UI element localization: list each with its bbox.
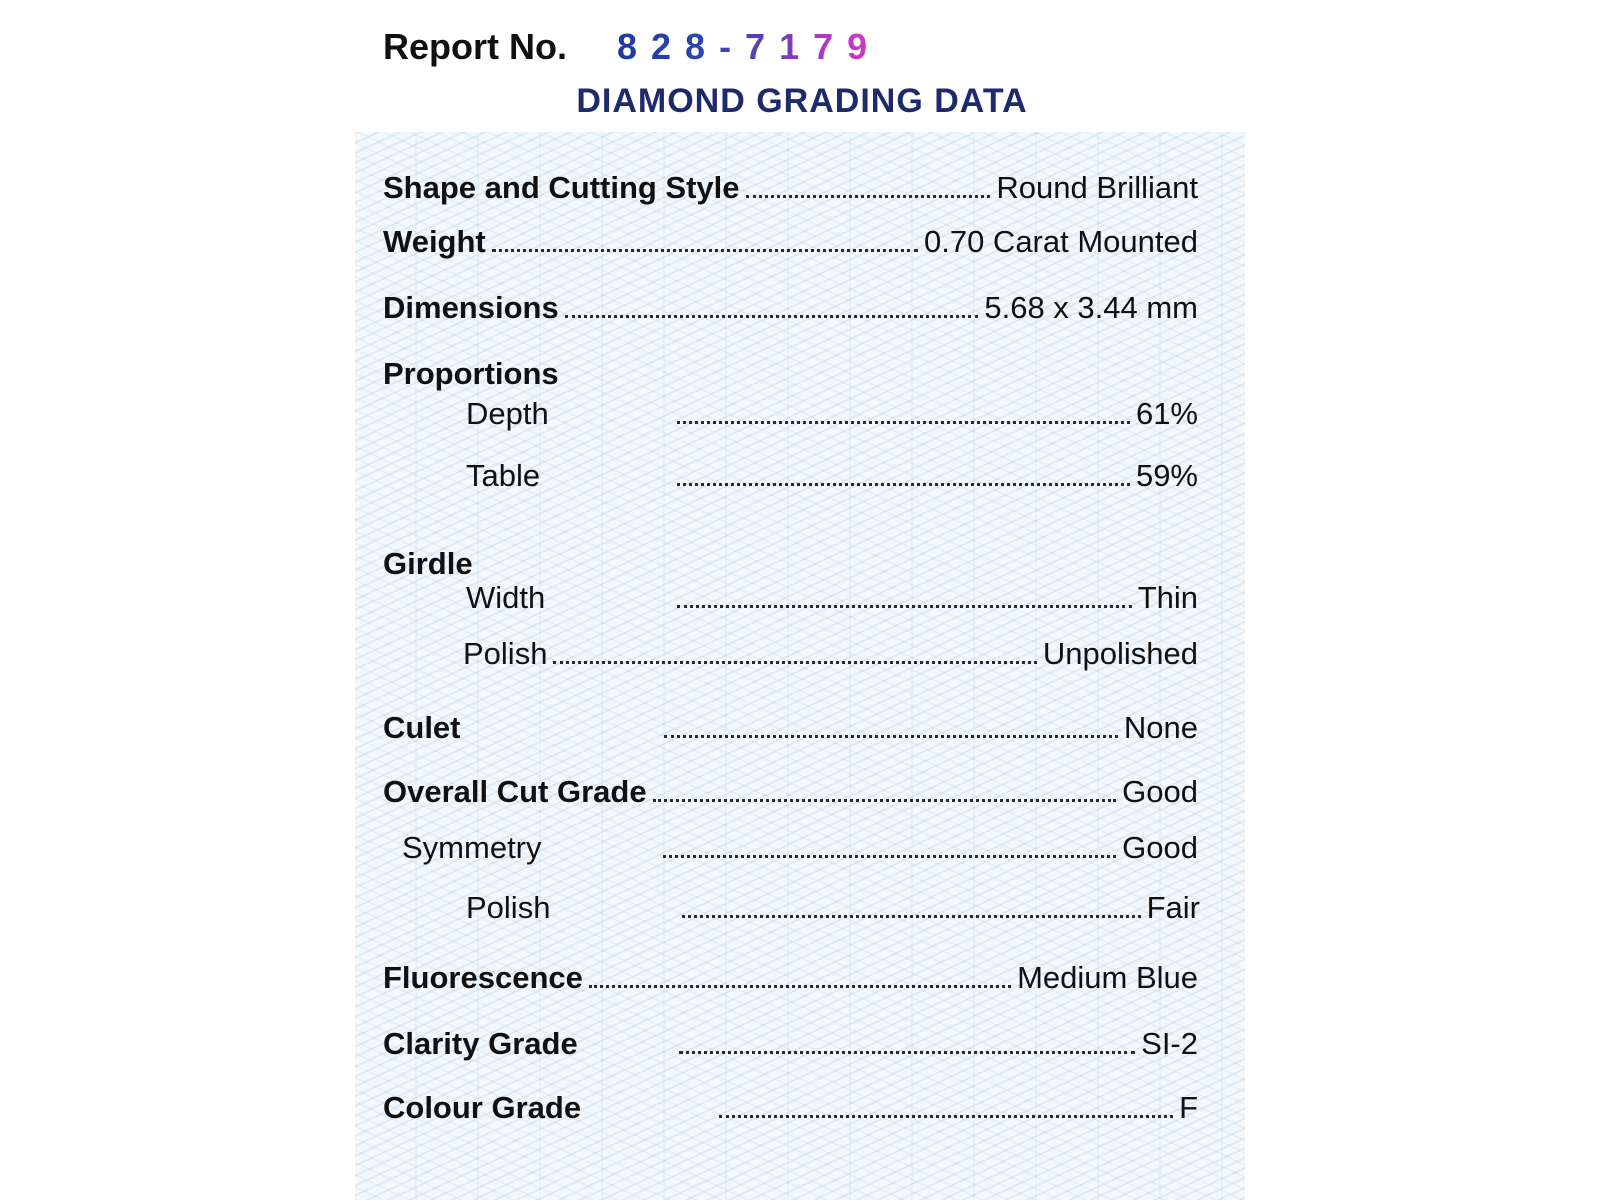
culet-value: None (1123, 710, 1198, 745)
row-depth (466, 388, 1198, 432)
weight-value: 0.70 Carat Mounted (923, 224, 1198, 259)
report-number-label: Report No. (383, 26, 567, 67)
row-culet (383, 702, 1198, 746)
depth-value: 61% (1135, 396, 1198, 431)
row-clarity (383, 1018, 1198, 1062)
overall-cut-value: Good (1122, 774, 1198, 809)
dimensions-label: Dimensions (383, 290, 559, 325)
girdle-polish-label: Polish (463, 636, 548, 671)
leader-dots (664, 735, 1118, 738)
fluorescence-label: Fluorescence (383, 960, 583, 995)
leader-dots (746, 195, 991, 198)
dimensions-value: 5.68 x 3.44 mm (984, 290, 1198, 325)
culet-label: Culet (383, 710, 461, 745)
leader-dots (565, 315, 979, 318)
leader-dots (682, 915, 1141, 918)
row-girdle-polish (463, 628, 1198, 672)
leader-dots (677, 421, 1130, 424)
leader-dots (719, 1115, 1173, 1118)
row-polish (466, 882, 1200, 926)
overall-cut-label: Overall Cut Grade (383, 774, 647, 809)
leader-dots (492, 249, 918, 252)
weight-label: Weight (383, 224, 486, 259)
clarity-label: Clarity Grade (383, 1026, 578, 1061)
row-colour (383, 1082, 1198, 1126)
row-girdle-width (466, 572, 1198, 616)
table-value: 59% (1135, 458, 1198, 493)
leader-dots (553, 661, 1036, 664)
leader-dots (589, 985, 1011, 988)
girdle-heading: Girdle (383, 546, 473, 581)
row-weight (383, 216, 1198, 260)
row-dimensions (383, 282, 1198, 326)
document-title (0, 82, 1600, 121)
report-number-value: 828-7179 (617, 26, 882, 67)
table-label: Table (466, 458, 541, 493)
proportions-heading: Proportions (383, 356, 559, 391)
symmetry-label: Symmetry (402, 830, 542, 865)
depth-label: Depth (466, 396, 549, 431)
row-symmetry (402, 822, 1198, 866)
row-shape (383, 162, 1198, 206)
document-title-text: DIAMOND GRADING DATA (576, 82, 1028, 120)
row-fluorescence (383, 952, 1198, 996)
leader-dots (663, 855, 1116, 858)
clarity-value: SI-2 (1141, 1026, 1198, 1061)
fluorescence-value: Medium Blue (1017, 960, 1198, 995)
leader-dots (677, 483, 1130, 486)
polish-label: Polish (466, 890, 551, 925)
polish-value: Fair (1146, 890, 1200, 925)
girdle-width-value: Thin (1137, 580, 1198, 615)
shape-value: Round Brilliant (996, 170, 1198, 205)
girdle-polish-value: Unpolished (1042, 636, 1198, 671)
symmetry-value: Good (1122, 830, 1198, 865)
colour-value: F (1179, 1090, 1198, 1125)
report-header (383, 26, 881, 68)
row-table (466, 450, 1198, 494)
row-overall-cut (383, 766, 1198, 810)
leader-dots (653, 799, 1117, 802)
girdle-width-label: Width (466, 580, 546, 615)
leader-dots (679, 1051, 1135, 1054)
leader-dots (677, 605, 1132, 608)
colour-label: Colour Grade (383, 1090, 582, 1125)
shape-label: Shape and Cutting Style (383, 170, 740, 205)
